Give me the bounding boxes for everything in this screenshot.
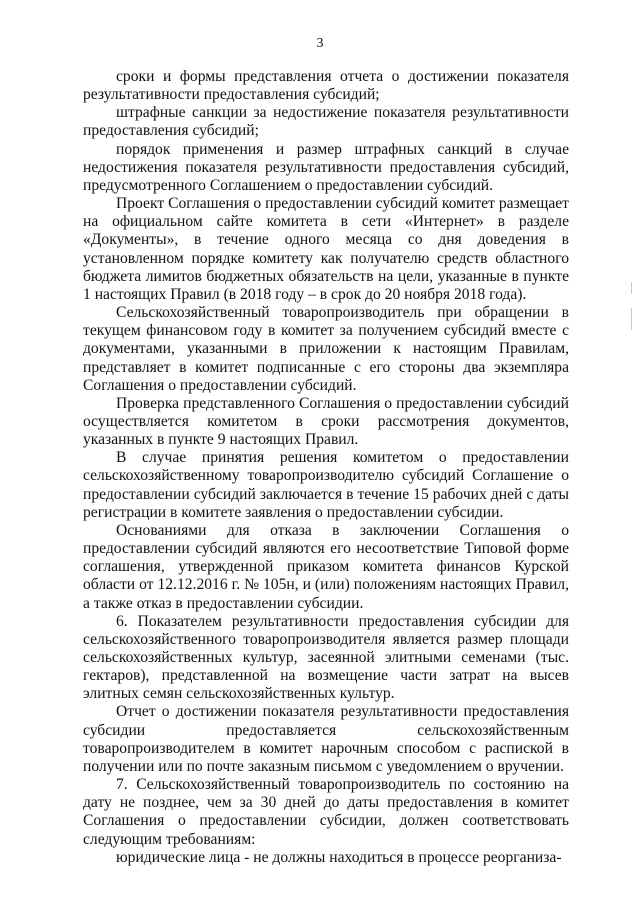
paragraph-agreement-draft: Проект Соглашения о предоставлении субсидий комитет размещает на официальном сайте комитета в сети «Интернет» в разделе «Документы», в течение одного месяца со дня доведения в установленном порядке комитету как получателю средств областного бюджета лимитов бюджетных обязательств на цели, указанные в пункте 1 настоящих Правил (в 2018 году – в срок до 20 ноября 2018 года). <box>83 195 569 303</box>
paragraph-indicator-report: Отчет о достижении показателя результативности предоставления субсидии предоставляется сельскохозяйственным товаропроизводителем в комитет нарочным способом с распиской в получении или по почте заказным письмом с уведомлением о вручении. <box>83 703 569 775</box>
paragraph-agreement-check: Проверка представленного Соглашения о предоставлении субсидий осуществляется комитетом в сроки рассмотрения документов, указанных в пункте 9 настоящих Правил. <box>83 394 569 449</box>
paragraph-item-6-indicator: 6. Показателем результативности предоставления субсидии для сельскохозяйственного товаропроизводителя является размер площади сельскохозяйственных культур, засеянной элитными семенами (тыс. гектаров), представленной на возмещение части затрат на высев элитных семян сельскохозяйственных культур. <box>83 612 569 703</box>
page-number: 3 <box>316 36 324 51</box>
paragraph-agreement-conclusion: В случае принятия решения комитетом о предоставлении сельскохозяйственному товаропроизводителю субсидий Соглашение о предоставлении субсидий заключается в течение 15 рабочих дней с даты регистрации в комитете заявления о предоставлении субсидии. <box>83 449 569 521</box>
document-body <box>83 68 569 867</box>
paragraph-refusal-grounds: Основаниями для отказа в заключении Соглашения о предоставлении субсидий являются его несоответствие Типовой форме соглашения, утвержденной приказом комитета финансов Курской области от 12.12.2016 г. № 105н, и (или) положениям настоящих Правил, а также отказ в предоставлении субсидии. <box>83 521 569 612</box>
margin-mark <box>631 308 632 330</box>
margin-mark <box>631 282 632 294</box>
paragraph-legal-entities: юридические лица - не должны находиться в процессе реорганиза- <box>116 848 562 866</box>
paragraph-penalty-procedure: порядок применения и размер штрафных санкций в случае недостижения показателя результативности предоставления субсидий, предусмотренного Соглашением о предоставлении субсидий. <box>83 140 569 194</box>
paragraph-producer-application: Сельскохозяйственный товаропроизводитель при обращении в текущем финансовом году в комитет за получением субсидий вместе с документами, указанными в приложении к настоящим Правилам, представляет в комитет подписанные с его стороны два экземпляра Соглашения о предоставлении субсидий. <box>83 304 569 394</box>
paragraph-report-deadlines: сроки и формы представления отчета о достижении показателя результативности предоставления субсидий; <box>83 68 569 104</box>
paragraph-penalties: штрафные санкции за недостижение показателя результативности предоставления субсидий; <box>83 104 569 140</box>
paragraph-item-7-requirements: 7. Сельскохозяйственный товаропроизводитель по состоянию на дату не позднее, чем за 30 дней до даты предоставления в комитет Соглашения о предоставлении субсидии, должен соответствовать следующим требованиям: <box>83 776 569 848</box>
